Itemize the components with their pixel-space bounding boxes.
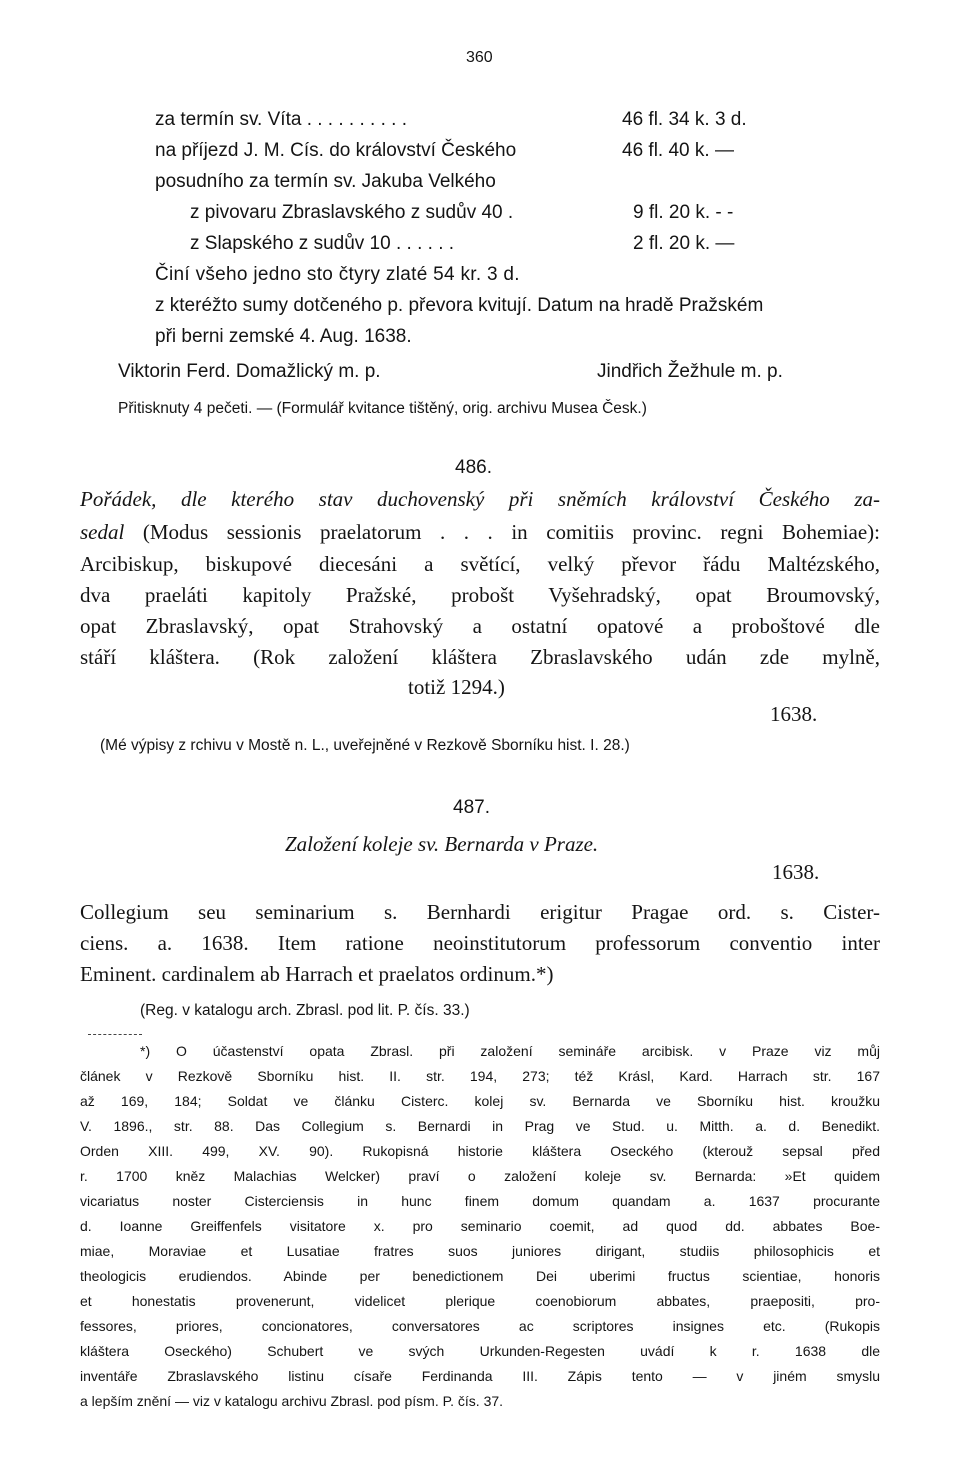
signature-right: Jindřich Žežhule m. p.	[597, 361, 783, 382]
receipt-text-line: z kteréžto sumy dotčeného p. převora kvitují. Datum na hradě Pražském	[155, 295, 764, 316]
ledger-amount: 46 fl. 34 k. 3 d.	[622, 109, 747, 130]
document-body-line: Eminent. cardinalem ab Harrach et praelatos ordinum.*)	[80, 962, 554, 986]
document-heading-line	[80, 522, 880, 543]
ledger-label: z pivovaru Zbraslavského z sudův 40 .	[190, 202, 514, 223]
document-body-line: stáří kláštera. (Rok založení kláštera Zbraslavského udán zde mylně,	[80, 645, 880, 669]
footnote-line: d. Ioanne Greiffenfels visitatore x. pro seminario coemit, ad quod dd. abbates Boe-	[80, 1218, 880, 1234]
document-body-line: Arcibiskup, biskupové diecesáni a světící, velký převor řádu Maltézského,	[80, 552, 880, 576]
document-date: 1638.	[772, 860, 820, 884]
ledger-label: posudního za termín sv. Jakuba Velkého	[155, 171, 496, 192]
footnote-line: až 169, 184; Soldat ve článku Cisterc. kolej sv. Bernarda ve Sborníku hist. kroužku	[80, 1093, 880, 1109]
document-title-italic: Pořádek, dle kterého stav duchovenský při sněmích království Českého za-	[80, 487, 880, 511]
document-number: 486.	[455, 457, 492, 478]
footnote-line: článek v Rezkově Sborníku hist. II. str. 194, 273; též Krásl, Kard. Harrach str. 167	[80, 1068, 880, 1084]
seal-note: Přitisknuty 4 pečeti. — (Formulář kvitance tištěný, orig. archivu Musea Česk.)	[118, 400, 647, 417]
footnote-line: theologicis erudiendos. Abinde per benedictionem Dei uberimi fructus scientiae, honoris	[80, 1268, 880, 1284]
document-source: (Mé výpisy z rchivu v Mostě n. L., uveřejněné v Rezkově Sborníku hist. I. 28.)	[100, 737, 630, 754]
ledger-label: na příjezd J. M. Cís. do království Českého	[155, 140, 517, 161]
footnote-line: r. 1700 kněz Malachias Welcker) praví o založení koleje sv. Bernarda: »Et quidem	[80, 1168, 880, 1184]
footnote-line: vicariatus noster Cisterciensis in hunc finem domum quandam a. 1637 procurante	[80, 1193, 880, 1209]
footnote-line: V. 1896., str. 88. Das Collegium s. Bernardi in Prag ve Stud. u. Mitth. a. d. Benedikt.	[80, 1118, 880, 1134]
footnote-separator	[88, 1034, 142, 1035]
signature-left: Viktorin Ferd. Domažlický m. p.	[118, 361, 381, 382]
footnote-line: kláštera Oseckého) Schubert ve svých Urkunden-Regesten uvádí k r. 1638 dle	[80, 1343, 880, 1359]
document-title-italic: Založení koleje sv. Bernarda v Praze.	[285, 832, 599, 856]
ledger-label: za termín sv. Víta . . . . . . . . . .	[155, 109, 407, 130]
ledger-amount: 2 fl. 20 k. —	[633, 233, 735, 254]
ledger-amount: 9 fl. 20 k. - -	[633, 202, 734, 223]
document-source: (Reg. v katalogu arch. Zbrasl. pod lit. P. čís. 33.)	[140, 1002, 470, 1019]
document-body-line: ciens. a. 1638. Item ratione neoinstitutorum professorum conventio inter	[80, 931, 880, 955]
receipt-text-line: při berni zemské 4. Aug. 1638.	[155, 326, 412, 347]
document-title-italic: sedal	[80, 520, 125, 544]
footnote-line: inventáře Zbraslavského listinu císaře Ferdinanda III. Zápis tento — v jiném smyslu	[80, 1368, 880, 1384]
footnote-line: et honestatis provenerunt, videlicet plerique coenobiorum abbates, praepositi, pro-	[80, 1293, 880, 1309]
document-heading-latin: (Modus sessionis praelatorum . . . in comitiis provinc. regni Bohemiae):	[124, 520, 880, 544]
document-body-line: dva praeláti kapitoly Pražské, probošt Vyšehradský, opat Broumovský,	[80, 583, 880, 607]
footnote-line: Orden XIII. 499, XV. 90). Rukopisná historie kláštera Oseckého (kterouž sepsal před	[80, 1143, 880, 1159]
document-body-line: Collegium seu seminarium s. Bernhardi erigitur Pragae ord. s. Cister-	[80, 900, 880, 924]
footnote-line: a lepším znění — viz v katalogu archivu Zbrasl. pod písm. P. čís. 37.	[80, 1393, 504, 1409]
ledger-label: z Slapského z sudův 10 . . . . . .	[190, 233, 455, 254]
page-number: 360	[466, 49, 493, 66]
document-body-line: opat Zbraslavský, opat Strahovský a ostatní opatové a proboštové dle	[80, 614, 880, 638]
footnote-line: *) O účastenství opata Zbrasl. při založení semináře arcibisk. v Praze viz můj	[140, 1043, 880, 1059]
document-body-line: totiž 1294.)	[408, 675, 505, 699]
footnote-line: fessores, priores, concionatores, conversatores ac scriptores insignes etc. (Rukopis	[80, 1318, 880, 1334]
receipt-total: Činí všeho jedno sto čtyry zlaté 54 kr. 3 d.	[155, 264, 520, 285]
footnote-line: miae, Moraviae et Lusatiae fratres suos juniores dirigant, studiis philosophicis et	[80, 1243, 880, 1259]
document-date: 1638.	[770, 702, 818, 726]
ledger-amount: 46 fl. 40 k. —	[622, 140, 734, 161]
document-number: 487.	[453, 797, 490, 818]
